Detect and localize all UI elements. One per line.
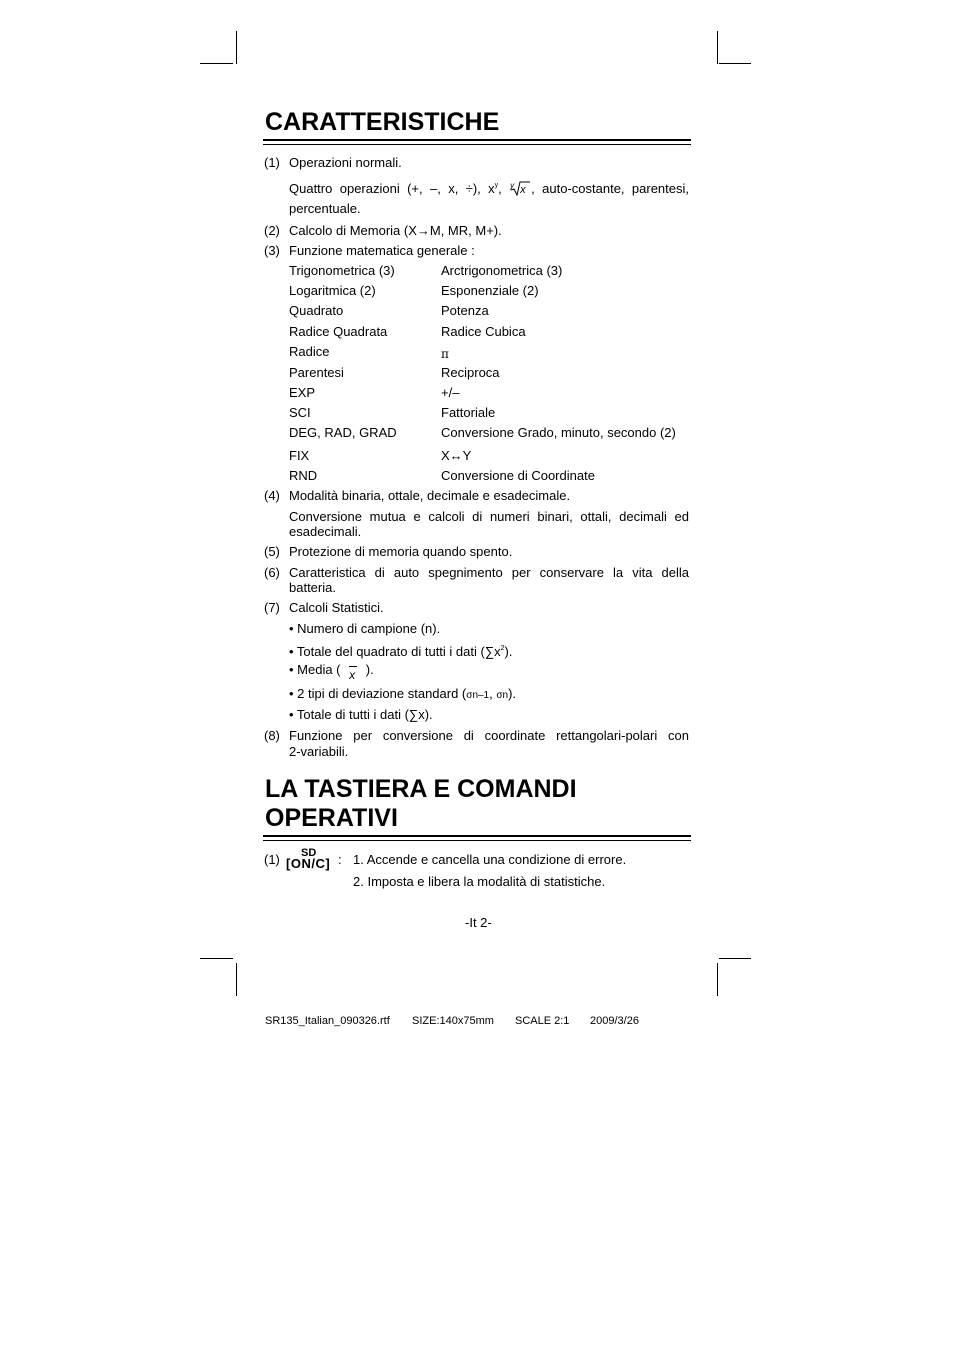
stat-bullet-text: • 2 tipi di deviazione standard (: [289, 686, 467, 701]
root-symbol: [509, 180, 531, 196]
crop-mark-top-left-v: [236, 31, 237, 64]
key-description-2: 2. Imposta e libera la modalità di statistiche.: [353, 874, 606, 889]
function-left: DEG, RAD, GRAD: [289, 425, 397, 440]
item-text: Modalità binaria, ottale, decimale e esadecimale.: [289, 488, 571, 503]
title-rule-thick: [263, 139, 691, 141]
stat-bullet: [289, 662, 374, 682]
stat-bullet: • Numero di campione (n).: [289, 621, 441, 636]
crop-mark-top-right-v: [717, 31, 718, 64]
function-right: Conversione Grado, minuto, secondo (2): [441, 425, 676, 440]
function-right: X↔Y: [441, 448, 472, 463]
title-rule-thin: [263, 144, 691, 145]
item-text-line2: 2-variabili.: [289, 744, 349, 759]
footer-date: 2009/3/26: [590, 1015, 639, 1027]
sigma-n-minus-1: σn–1: [466, 690, 490, 701]
function-left: FIX: [289, 448, 310, 463]
footer-filename: SR135_Italian_090326.rtf: [265, 1015, 390, 1027]
item-text: Calcolo di Memoria (X→M, MR, M+).: [289, 223, 502, 238]
item-detail-line1: Conversione mutua e calcoli di numeri binari, ottali, decimali ed: [289, 509, 689, 524]
item-detail-a: Quattro operazioni (+, –, x, ÷), x: [289, 181, 495, 196]
item-text-line1: Caratteristica di auto spegnimento per conservare la vita della: [289, 565, 689, 580]
function-right: Fattoriale: [441, 405, 496, 420]
crop-mark-top-left-h: [200, 63, 233, 64]
key-colon: :: [338, 852, 342, 867]
crop-mark-bottom-left-v: [236, 963, 237, 996]
crop-mark-bottom-left-h: [200, 958, 233, 959]
power-exponent: y: [494, 182, 499, 189]
root-index: y: [510, 181, 515, 190]
item-detail-line2: esadecimali.: [289, 524, 362, 539]
function-left: Trigonometrica (3): [289, 263, 395, 278]
item-number: (5): [264, 544, 280, 559]
footer-size: SIZE:140x75mm: [412, 1015, 494, 1027]
function-left: Parentesi: [289, 365, 344, 380]
title-rule-thick: [263, 835, 691, 837]
function-right: Conversione di Coordinate: [441, 468, 595, 483]
item-detail: Quattro operazioni (+, –, x, ÷), $x^y$, y x , auto-costante, parentesi,: [289, 178, 689, 197]
item-text-line1: Funzione per conversione di coordinate rettangolari-polari con: [289, 728, 689, 743]
stat-bullet: [289, 641, 512, 660]
function-right: Reciproca: [441, 365, 500, 380]
stat-bullet: [289, 686, 516, 704]
section-title-keyboard-line1: LA TASTIERA E COMANDI: [265, 775, 577, 803]
key-description-1: 1. Accende e cancella una condizione di errore.: [353, 852, 627, 867]
function-right: π: [441, 347, 449, 361]
item-text: Calcoli Statistici.: [289, 600, 384, 615]
stat-bullet: • Totale di tutti i dati (∑x).: [289, 707, 433, 722]
item-number: (8): [264, 728, 280, 743]
title-rule-thin: [263, 840, 691, 841]
footer-scale: SCALE 2:1: [515, 1015, 570, 1027]
section-title-keyboard-line2: OPERATIVI: [265, 804, 398, 832]
function-right: Esponenziale (2): [441, 283, 539, 298]
item-number: (1): [264, 155, 280, 170]
stat-bullet-end: ).: [504, 644, 513, 659]
crop-mark-top-right-h: [719, 63, 751, 64]
stat-bullet-end: ).: [365, 662, 374, 677]
item-number: (2): [264, 223, 280, 238]
stat-bullet-text: • Totale del quadrato di tutti i dati (∑x: [289, 644, 501, 659]
function-left: EXP: [289, 385, 316, 400]
function-left: Quadrato: [289, 303, 344, 318]
exponent: 2: [500, 645, 505, 652]
function-right: Potenza: [441, 303, 489, 318]
item-number: (1): [264, 852, 280, 867]
item-number: (3): [264, 243, 280, 258]
section-title-features: CARATTERISTICHE: [265, 108, 500, 136]
item-number: (7): [264, 600, 280, 615]
crop-mark-bottom-right-h: [719, 958, 751, 959]
function-left: Radice Quadrata: [289, 324, 388, 339]
function-left: Logaritmica (2): [289, 283, 376, 298]
crop-mark-bottom-right-v: [717, 963, 718, 996]
function-left: RND: [289, 468, 318, 483]
stat-bullet-end: ).: [508, 686, 517, 701]
sigma-n: σn: [496, 690, 509, 701]
item-number: (4): [264, 488, 280, 503]
key-sd-label: SD: [301, 847, 317, 859]
item-text: Funzione matematica generale :: [289, 243, 475, 258]
item-detail-b: , auto-costante, parentesi,: [531, 181, 689, 196]
root-radicand: x: [520, 184, 526, 196]
item-detail-c: percentuale.: [289, 201, 361, 216]
separator: ,: [489, 686, 497, 701]
x-bar-symbol: [347, 663, 359, 682]
stat-bullet-text: • Media (: [289, 662, 341, 677]
item-text-line2: batteria.: [289, 580, 336, 595]
on-c-key: [ON/C]: [286, 856, 331, 871]
page-number: -It 2-: [465, 915, 492, 930]
function-left: SCI: [289, 405, 311, 420]
function-right: +/–: [441, 385, 460, 400]
function-right: Arctrigonometrica (3): [441, 263, 563, 278]
item-number: (6): [264, 565, 280, 580]
x-bar-variable: x: [349, 668, 356, 682]
function-right: Radice Cubica: [441, 324, 526, 339]
item-text: Operazioni normali.: [289, 155, 402, 170]
item-text: Protezione di memoria quando spento.: [289, 544, 513, 559]
function-left: Radice: [289, 344, 330, 359]
